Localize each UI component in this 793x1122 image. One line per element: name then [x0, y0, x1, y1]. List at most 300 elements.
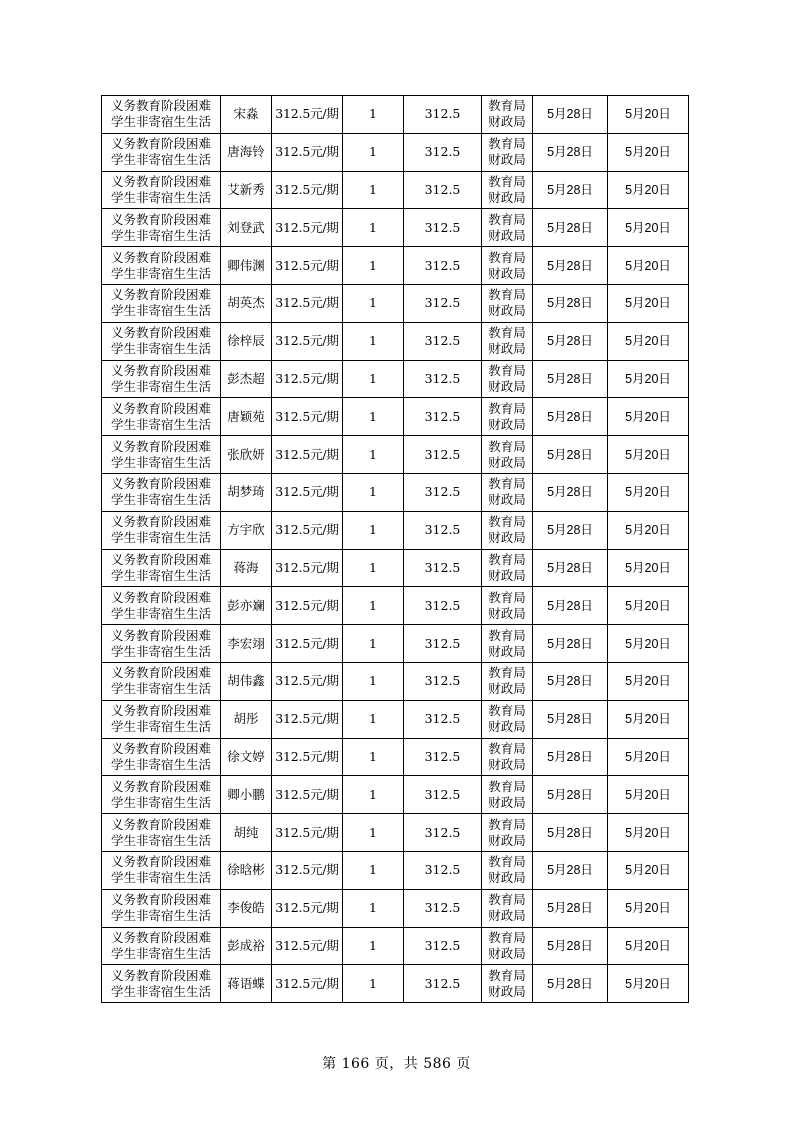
department-cell: [482, 322, 533, 360]
department-line: 教育局: [488, 627, 526, 643]
date-cell: 5月20日: [608, 776, 689, 814]
date-cell: 5月20日: [608, 927, 689, 965]
project-line: 义务教育阶段困难: [110, 514, 211, 530]
department-line: 教育局: [488, 211, 526, 227]
date-cell: 5月20日: [608, 360, 689, 398]
date-cell: 5月20日: [608, 965, 689, 1003]
date-cell: 5月20日: [608, 284, 689, 322]
project-line: 学生非寄宿生生活: [110, 794, 211, 810]
date-cell: 5月20日: [608, 851, 689, 889]
standard-cell: 312.5元/期: [272, 511, 343, 549]
student-name-cell: 刘登武: [221, 209, 272, 247]
date-cell: 5月28日: [533, 662, 608, 700]
table-row: [102, 473, 689, 511]
student-name-cell: 蒋语蝶: [221, 965, 272, 1003]
table-row: [102, 436, 689, 474]
project-line: 学生非寄宿生生活: [110, 265, 211, 281]
amount-cell: 312.5: [404, 889, 482, 927]
standard-cell: 312.5元/期: [272, 133, 343, 171]
department-line: 财政局: [488, 983, 526, 999]
date-cell: 5月20日: [608, 625, 689, 663]
project-line: 学生非寄宿生生活: [110, 227, 211, 243]
department-line: 教育局: [488, 438, 526, 454]
standard-cell: 312.5元/期: [272, 209, 343, 247]
project-cell: [102, 360, 221, 398]
standard-cell: 312.5元/期: [272, 322, 343, 360]
amount-cell: 312.5: [404, 96, 482, 134]
standard-cell: 312.5元/期: [272, 473, 343, 511]
project-cell: [102, 700, 221, 738]
date-cell: 5月28日: [533, 927, 608, 965]
project-cell: [102, 625, 221, 663]
standard-cell: 312.5元/期: [272, 776, 343, 814]
department-line: 教育局: [488, 740, 526, 756]
student-name-cell: 艾新秀: [221, 171, 272, 209]
project-line: 学生非寄宿生生活: [110, 189, 211, 205]
department-line: 教育局: [488, 703, 526, 719]
date-cell: 5月28日: [533, 587, 608, 625]
project-line: 义务教育阶段困难: [110, 816, 211, 832]
table-row: [102, 133, 689, 171]
project-cell: [102, 889, 221, 927]
amount-cell: 312.5: [404, 851, 482, 889]
department-cell: [482, 209, 533, 247]
department-line: 财政局: [488, 832, 526, 848]
date-cell: 5月28日: [533, 814, 608, 852]
project-cell: [102, 247, 221, 285]
department-line: 教育局: [488, 589, 526, 605]
department-line: 教育局: [488, 325, 526, 341]
table-row: [102, 700, 689, 738]
project-cell: [102, 549, 221, 587]
count-cell: 1: [343, 133, 404, 171]
project-line: 义务教育阶段困难: [110, 892, 211, 908]
count-cell: 1: [343, 776, 404, 814]
standard-cell: 312.5元/期: [272, 436, 343, 474]
project-line: 义务教育阶段困难: [110, 136, 211, 152]
date-cell: 5月20日: [608, 549, 689, 587]
date-cell: 5月20日: [608, 209, 689, 247]
table-row: [102, 927, 689, 965]
department-line: 教育局: [488, 816, 526, 832]
department-line: 教育局: [488, 362, 526, 378]
count-cell: 1: [343, 284, 404, 322]
project-cell: [102, 965, 221, 1003]
amount-cell: 312.5: [404, 398, 482, 436]
amount-cell: 312.5: [404, 171, 482, 209]
project-line: 学生非寄宿生生活: [110, 530, 211, 546]
amount-cell: 312.5: [404, 776, 482, 814]
student-name-cell: 徐文婷: [221, 738, 272, 776]
department-line: 财政局: [488, 719, 526, 735]
date-cell: 5月28日: [533, 776, 608, 814]
department-line: 教育局: [488, 892, 526, 908]
department-line: 教育局: [488, 665, 526, 681]
amount-cell: 312.5: [404, 662, 482, 700]
department-cell: [482, 625, 533, 663]
project-cell: [102, 322, 221, 360]
department-line: 教育局: [488, 967, 526, 983]
project-line: 学生非寄宿生生活: [110, 303, 211, 319]
date-cell: 5月20日: [608, 511, 689, 549]
project-cell: [102, 398, 221, 436]
project-line: 学生非寄宿生生活: [110, 756, 211, 772]
student-name-cell: 彭杰超: [221, 360, 272, 398]
table-row: [102, 511, 689, 549]
date-cell: 5月20日: [608, 398, 689, 436]
student-name-cell: 胡英杰: [221, 284, 272, 322]
page-footer: 第 166 页，共 586 页: [322, 1056, 471, 1072]
table-row: [102, 965, 689, 1003]
date-cell: 5月20日: [608, 96, 689, 134]
table-row: [102, 284, 689, 322]
standard-cell: 312.5元/期: [272, 814, 343, 852]
department-line: 财政局: [488, 945, 526, 961]
project-line: 义务教育阶段困难: [110, 854, 211, 870]
department-line: 教育局: [488, 929, 526, 945]
department-cell: [482, 587, 533, 625]
project-line: 义务教育阶段困难: [110, 211, 211, 227]
date-cell: 5月28日: [533, 360, 608, 398]
date-cell: 5月28日: [533, 171, 608, 209]
standard-cell: 312.5元/期: [272, 965, 343, 1003]
project-line: 义务教育阶段困难: [110, 287, 211, 303]
project-cell: [102, 209, 221, 247]
count-cell: 1: [343, 511, 404, 549]
count-cell: 1: [343, 927, 404, 965]
department-cell: [482, 776, 533, 814]
project-line: 义务教育阶段困难: [110, 967, 211, 983]
department-cell: [482, 436, 533, 474]
table-row: [102, 814, 689, 852]
department-cell: [482, 171, 533, 209]
student-name-cell: 卿小鹏: [221, 776, 272, 814]
date-cell: 5月28日: [533, 473, 608, 511]
date-cell: 5月28日: [533, 209, 608, 247]
project-line: 学生非寄宿生生活: [110, 605, 211, 621]
project-line: 学生非寄宿生生活: [110, 719, 211, 735]
project-line: 义务教育阶段困难: [110, 173, 211, 189]
student-name-cell: 彭成裕: [221, 927, 272, 965]
project-line: 学生非寄宿生生活: [110, 832, 211, 848]
standard-cell: 312.5元/期: [272, 927, 343, 965]
date-cell: 5月20日: [608, 171, 689, 209]
standard-cell: 312.5元/期: [272, 398, 343, 436]
amount-cell: 312.5: [404, 549, 482, 587]
project-cell: [102, 776, 221, 814]
amount-cell: 312.5: [404, 965, 482, 1003]
project-cell: [102, 814, 221, 852]
table-row: [102, 171, 689, 209]
project-line: 义务教育阶段困难: [110, 325, 211, 341]
table-row: [102, 398, 689, 436]
student-name-cell: 宋淼: [221, 96, 272, 134]
standard-cell: 312.5元/期: [272, 738, 343, 776]
project-line: 义务教育阶段困难: [110, 476, 211, 492]
project-line: 义务教育阶段困难: [110, 929, 211, 945]
department-line: 财政局: [488, 378, 526, 394]
department-cell: [482, 738, 533, 776]
department-line: 教育局: [488, 173, 526, 189]
count-cell: 1: [343, 889, 404, 927]
project-line: 学生非寄宿生生活: [110, 454, 211, 470]
department-line: 财政局: [488, 416, 526, 432]
date-cell: 5月28日: [533, 284, 608, 322]
project-line: 学生非寄宿生生活: [110, 945, 211, 961]
date-cell: 5月20日: [608, 322, 689, 360]
student-name-cell: 卿伟渊: [221, 247, 272, 285]
student-name-cell: 唐海铃: [221, 133, 272, 171]
student-name-cell: 蒋海: [221, 549, 272, 587]
count-cell: 1: [343, 587, 404, 625]
date-cell: 5月28日: [533, 549, 608, 587]
date-cell: 5月28日: [533, 700, 608, 738]
count-cell: 1: [343, 436, 404, 474]
project-line: 学生非寄宿生生活: [110, 416, 211, 432]
project-line: 学生非寄宿生生活: [110, 870, 211, 886]
subsidy-table: [101, 95, 689, 1003]
department-line: 教育局: [488, 514, 526, 530]
project-cell: [102, 511, 221, 549]
count-cell: 1: [343, 965, 404, 1003]
date-cell: 5月20日: [608, 247, 689, 285]
project-line: 学生非寄宿生生活: [110, 983, 211, 999]
amount-cell: 312.5: [404, 587, 482, 625]
project-line: 学生非寄宿生生活: [110, 681, 211, 697]
student-name-cell: 胡彤: [221, 700, 272, 738]
date-cell: 5月28日: [533, 398, 608, 436]
project-line: 学生非寄宿生生活: [110, 643, 211, 659]
student-name-cell: 彭亦斓: [221, 587, 272, 625]
department-cell: [482, 700, 533, 738]
count-cell: 1: [343, 549, 404, 587]
project-line: 义务教育阶段困难: [110, 740, 211, 756]
department-line: 财政局: [488, 454, 526, 470]
department-line: 教育局: [488, 249, 526, 265]
department-line: 财政局: [488, 605, 526, 621]
student-name-cell: 张欣妍: [221, 436, 272, 474]
count-cell: 1: [343, 662, 404, 700]
amount-cell: 312.5: [404, 625, 482, 663]
department-line: 教育局: [488, 287, 526, 303]
date-cell: 5月20日: [608, 662, 689, 700]
department-cell: [482, 927, 533, 965]
project-cell: [102, 927, 221, 965]
department-cell: [482, 247, 533, 285]
count-cell: 1: [343, 96, 404, 134]
department-line: 财政局: [488, 643, 526, 659]
date-cell: 5月28日: [533, 965, 608, 1003]
department-line: 财政局: [488, 265, 526, 281]
department-line: 教育局: [488, 400, 526, 416]
project-line: 义务教育阶段困难: [110, 438, 211, 454]
project-line: 义务教育阶段困难: [110, 98, 211, 114]
table-row: [102, 625, 689, 663]
standard-cell: 312.5元/期: [272, 247, 343, 285]
table-row: [102, 247, 689, 285]
department-line: 财政局: [488, 756, 526, 772]
table-row: [102, 209, 689, 247]
student-name-cell: 徐梓辰: [221, 322, 272, 360]
department-cell: [482, 96, 533, 134]
student-name-cell: 徐晗彬: [221, 851, 272, 889]
amount-cell: 312.5: [404, 209, 482, 247]
student-name-cell: 胡伟鑫: [221, 662, 272, 700]
count-cell: 1: [343, 209, 404, 247]
project-line: 义务教育阶段困难: [110, 249, 211, 265]
standard-cell: 312.5元/期: [272, 625, 343, 663]
date-cell: 5月20日: [608, 587, 689, 625]
amount-cell: 312.5: [404, 133, 482, 171]
count-cell: 1: [343, 738, 404, 776]
department-line: 教育局: [488, 854, 526, 870]
department-line: 教育局: [488, 778, 526, 794]
department-cell: [482, 360, 533, 398]
student-name-cell: 胡梦琦: [221, 473, 272, 511]
date-cell: 5月20日: [608, 889, 689, 927]
department-line: 财政局: [488, 227, 526, 243]
project-line: 义务教育阶段困难: [110, 551, 211, 567]
table-row: [102, 851, 689, 889]
project-cell: [102, 851, 221, 889]
project-line: 学生非寄宿生生活: [110, 492, 211, 508]
table-row: [102, 738, 689, 776]
date-cell: 5月28日: [533, 436, 608, 474]
standard-cell: 312.5元/期: [272, 587, 343, 625]
department-line: 财政局: [488, 681, 526, 697]
department-line: 财政局: [488, 303, 526, 319]
standard-cell: 312.5元/期: [272, 284, 343, 322]
project-cell: [102, 587, 221, 625]
count-cell: 1: [343, 851, 404, 889]
date-cell: 5月28日: [533, 738, 608, 776]
table-row: [102, 549, 689, 587]
department-line: 教育局: [488, 476, 526, 492]
project-line: 义务教育阶段困难: [110, 778, 211, 794]
date-cell: 5月20日: [608, 814, 689, 852]
count-cell: 1: [343, 247, 404, 285]
project-cell: [102, 171, 221, 209]
count-cell: 1: [343, 171, 404, 209]
project-line: 学生非寄宿生生活: [110, 908, 211, 924]
project-line: 义务教育阶段困难: [110, 589, 211, 605]
department-line: 教育局: [488, 551, 526, 567]
date-cell: 5月28日: [533, 247, 608, 285]
amount-cell: 312.5: [404, 322, 482, 360]
department-line: 教育局: [488, 98, 526, 114]
table-row: [102, 322, 689, 360]
date-cell: 5月28日: [533, 851, 608, 889]
project-line: 学生非寄宿生生活: [110, 114, 211, 130]
amount-cell: 312.5: [404, 700, 482, 738]
project-cell: [102, 96, 221, 134]
project-line: 学生非寄宿生生活: [110, 341, 211, 357]
department-cell: [482, 814, 533, 852]
project-line: 义务教育阶段困难: [110, 703, 211, 719]
project-cell: [102, 473, 221, 511]
amount-cell: 312.5: [404, 927, 482, 965]
table-row: [102, 776, 689, 814]
project-cell: [102, 738, 221, 776]
department-line: 财政局: [488, 152, 526, 168]
department-cell: [482, 133, 533, 171]
student-name-cell: 胡纯: [221, 814, 272, 852]
project-line: 义务教育阶段困难: [110, 362, 211, 378]
date-cell: 5月28日: [533, 133, 608, 171]
date-cell: 5月28日: [533, 96, 608, 134]
standard-cell: 312.5元/期: [272, 549, 343, 587]
amount-cell: 312.5: [404, 738, 482, 776]
department-line: 财政局: [488, 870, 526, 886]
project-line: 学生非寄宿生生活: [110, 378, 211, 394]
standard-cell: 312.5元/期: [272, 662, 343, 700]
date-cell: 5月20日: [608, 738, 689, 776]
count-cell: 1: [343, 473, 404, 511]
department-line: 财政局: [488, 492, 526, 508]
table-row: [102, 96, 689, 134]
amount-cell: 312.5: [404, 473, 482, 511]
standard-cell: 312.5元/期: [272, 171, 343, 209]
standard-cell: 312.5元/期: [272, 700, 343, 738]
table-row: [102, 587, 689, 625]
amount-cell: 312.5: [404, 360, 482, 398]
student-name-cell: 李宏翊: [221, 625, 272, 663]
amount-cell: 312.5: [404, 511, 482, 549]
department-line: 财政局: [488, 530, 526, 546]
department-line: 教育局: [488, 136, 526, 152]
department-cell: [482, 851, 533, 889]
project-cell: [102, 436, 221, 474]
department-cell: [482, 511, 533, 549]
department-cell: [482, 662, 533, 700]
project-line: 义务教育阶段困难: [110, 400, 211, 416]
table-row: [102, 889, 689, 927]
department-line: 财政局: [488, 189, 526, 205]
department-cell: [482, 549, 533, 587]
date-cell: 5月28日: [533, 322, 608, 360]
table-row: [102, 360, 689, 398]
date-cell: 5月20日: [608, 473, 689, 511]
project-line: 学生非寄宿生生活: [110, 567, 211, 583]
count-cell: 1: [343, 322, 404, 360]
department-line: 财政局: [488, 114, 526, 130]
department-cell: [482, 284, 533, 322]
date-cell: 5月20日: [608, 133, 689, 171]
date-cell: 5月28日: [533, 511, 608, 549]
table-row: [102, 662, 689, 700]
amount-cell: 312.5: [404, 284, 482, 322]
date-cell: 5月20日: [608, 436, 689, 474]
student-name-cell: 唐颖苑: [221, 398, 272, 436]
date-cell: 5月28日: [533, 889, 608, 927]
department-line: 财政局: [488, 341, 526, 357]
department-line: 财政局: [488, 908, 526, 924]
project-cell: [102, 133, 221, 171]
amount-cell: 312.5: [404, 247, 482, 285]
department-line: 财政局: [488, 794, 526, 810]
count-cell: 1: [343, 360, 404, 398]
department-line: 财政局: [488, 567, 526, 583]
project-line: 学生非寄宿生生活: [110, 152, 211, 168]
student-name-cell: 李俊皓: [221, 889, 272, 927]
department-cell: [482, 398, 533, 436]
count-cell: 1: [343, 700, 404, 738]
standard-cell: 312.5元/期: [272, 851, 343, 889]
project-cell: [102, 284, 221, 322]
standard-cell: 312.5元/期: [272, 96, 343, 134]
date-cell: 5月28日: [533, 625, 608, 663]
project-cell: [102, 662, 221, 700]
